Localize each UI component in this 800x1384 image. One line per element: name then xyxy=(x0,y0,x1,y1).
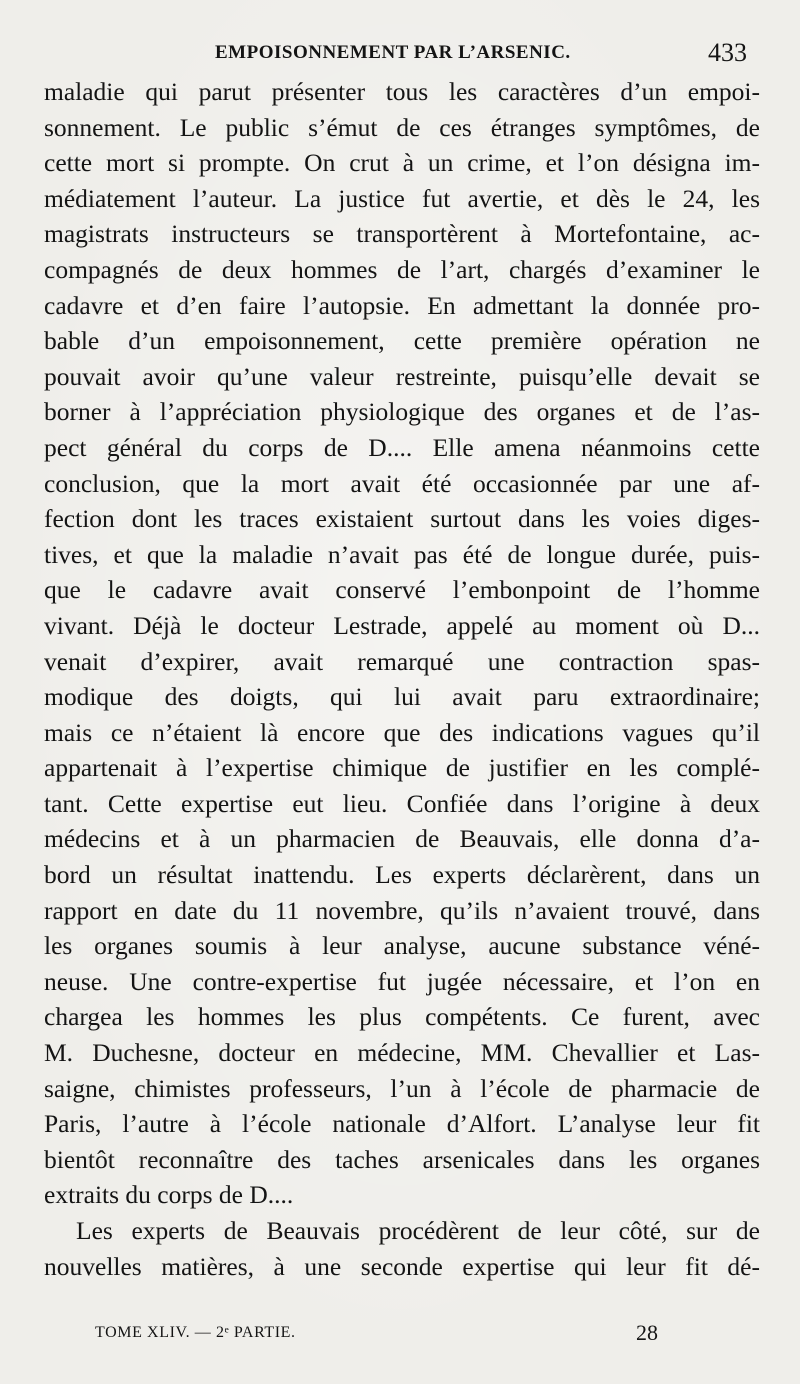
text-line: Paris, l’autre à l’école nationale d’Alfort. L’analyse leur fit xyxy=(44,1109,760,1139)
page-footer xyxy=(95,1320,695,1350)
text-line: médecins et à un pharmacien de Beauvais, elle donna d’a- xyxy=(44,824,760,854)
signature-mark: TOME XLIV. — 2ᵉ PARTIE. xyxy=(95,1324,296,1341)
text-line: cette mort si prompte. On crut à un crime, et l’on désigna im- xyxy=(44,148,760,178)
text-line: mais ce n’étaient là encore que des indications vagues qu’il xyxy=(44,717,760,747)
text-line: pouvait avoir qu’une valeur restreinte, puisqu’elle devait se xyxy=(44,361,760,391)
text-line: venait d’expirer, avait remarqué une contraction spas- xyxy=(44,646,760,676)
text-line: modique des doigts, qui lui avait paru extraordinaire; xyxy=(44,682,760,712)
text-line: cadavre et d’en faire l’autopsie. En admettant la donnée pro- xyxy=(44,290,760,320)
text-line: vivant. Déjà le docteur Lestrade, appelé au moment où D... xyxy=(44,610,760,640)
running-title: EMPOISONNEMENT PAR L’ARSENIC. xyxy=(215,42,571,63)
text-line: les organes soumis à leur analyse, aucune substance véné- xyxy=(44,931,760,961)
text-line: conclusion, que la mort avait été occasionnée par une af- xyxy=(44,468,760,498)
text-line: tives, et que la maladie n’avait pas été de longue durée, puis- xyxy=(44,539,760,569)
page-header xyxy=(215,36,755,70)
text-line: maladie qui parut présenter tous les caractères d’un empoi- xyxy=(44,77,760,106)
text-line: bord un résultat inattendu. Les experts déclarèrent, dans un xyxy=(44,860,760,890)
text-line: borner à l’appréciation physiologique des organes et de l’as- xyxy=(44,397,760,427)
text-line: fection dont les traces existaient surtout dans les voies diges- xyxy=(44,504,760,534)
text-line: magistrats instructeurs se transportèrent à Mortefontaine, ac- xyxy=(44,219,760,249)
text-line: tant. Cette expertise eut lieu. Confiée dans l’origine à deux xyxy=(44,788,760,818)
text-line: nouvelles matières, à une seconde expertise qui leur fit dé- xyxy=(44,1251,760,1281)
sheet-number: 28 xyxy=(636,1320,658,1345)
text-line: chargea les hommes les plus compétents. Ce furent, avec xyxy=(44,1002,760,1032)
text-line: neuse. Une contre-expertise fut jugée nécessaire, et l’on en xyxy=(44,966,760,996)
text-line: compagnés de deux hommes de l’art, chargés d’examiner le xyxy=(44,254,760,284)
paragraph xyxy=(44,1213,760,1284)
text-line: rapport en date du 11 novembre, qu’ils n’avaient trouvé, dans xyxy=(44,895,760,925)
text-line: appartenait à l’expertise chimique de justifier en les complé- xyxy=(44,753,760,783)
text-line: bable d’un empoisonnement, cette première opération ne xyxy=(44,326,760,356)
text-line: que le cadavre avait conservé l’embonpoint de l’homme xyxy=(44,575,760,605)
page-number: 433 xyxy=(708,38,747,67)
text-line: médiatement l’auteur. La justice fut avertie, et dès le 24, les xyxy=(44,183,760,213)
text-line: sonnement. Le public s’émut de ces étranges symptômes, de xyxy=(44,112,760,142)
text-line: bientôt reconnaître des taches arsenicales dans les organes xyxy=(44,1144,760,1174)
paragraph xyxy=(44,74,760,1213)
text-line: pect général du corps de D.... Elle amena néanmoins cette xyxy=(44,432,760,462)
text-line: saigne, chimistes professeurs, l’un à l’école de pharmacie de xyxy=(44,1073,760,1103)
text-line: M. Duchesne, docteur en médecine, MM. Chevallier et Las- xyxy=(44,1038,760,1068)
text-line: Les experts de Beauvais procédèrent de leur côté, sur de xyxy=(76,1216,760,1245)
body-text xyxy=(44,74,760,1284)
text-line: extraits du corps de D.... xyxy=(44,1180,294,1210)
